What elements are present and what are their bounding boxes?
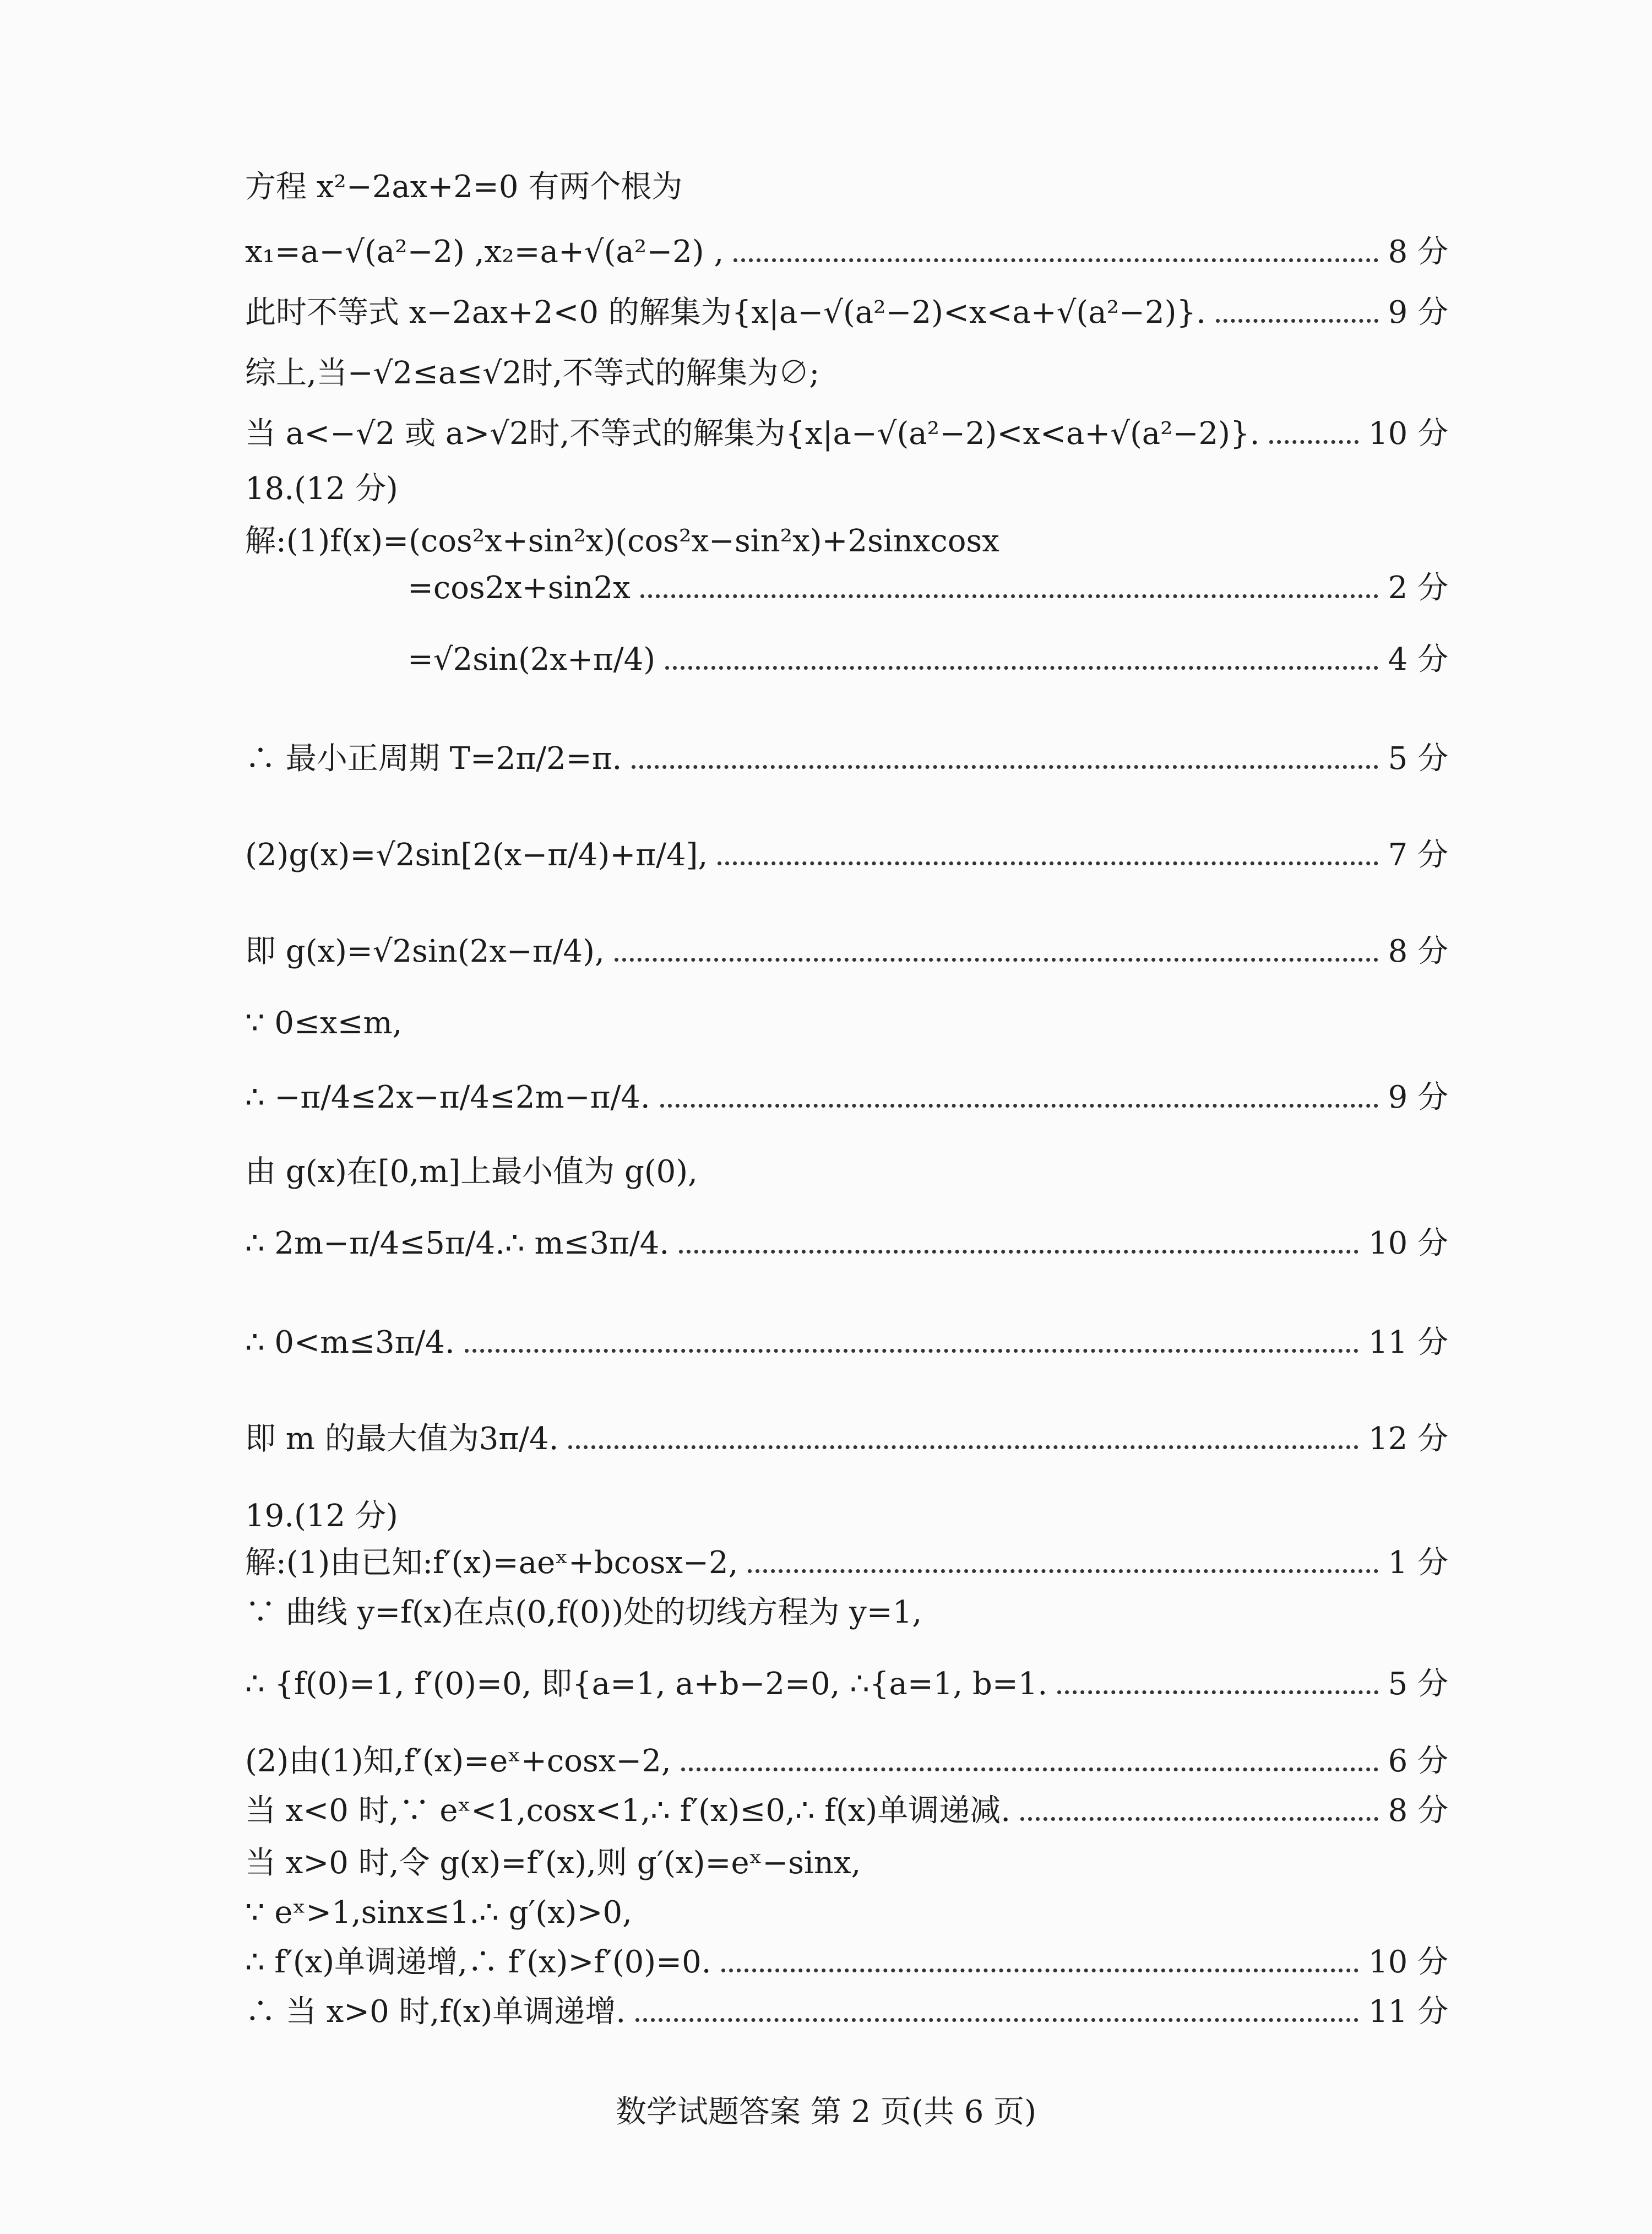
line-text: =√2sin(2x+π/4) <box>407 642 656 677</box>
leader-dots <box>681 1767 1378 1771</box>
score: 5 分 <box>1388 1666 1448 1702</box>
text-line <box>245 297 1448 328</box>
leader-dots <box>1216 319 1378 323</box>
leader-dots <box>748 1569 1378 1573</box>
line-text: 即 m 的最大值为3π/4. <box>245 1421 559 1457</box>
line-text: ∴ 0<m≤3π/4. <box>245 1325 455 1360</box>
text-line <box>245 169 1448 205</box>
leader-dots <box>679 1250 1358 1254</box>
line-text: 当 x>0 时,令 g(x)=f′(x),则 g′(x)=eˣ−sinx, <box>245 1845 861 1881</box>
line-text: ∵ eˣ>1,sinx≤1.∴ g′(x)>0, <box>245 1895 632 1931</box>
leader-dots <box>615 958 1378 962</box>
line-text: x₁=a−√(a²−2) ,x₂=a+√(a²−2) , <box>245 234 724 270</box>
text-line <box>245 1845 1448 1881</box>
line-text: ∴ {f(0)=1, f′(0)=0, 即{a=1, a+b−2=0, ∴{a=1, b=1. <box>245 1666 1048 1702</box>
leader-dots <box>665 666 1378 670</box>
leader-dots <box>465 1349 1358 1353</box>
score: 4 分 <box>1388 642 1448 677</box>
text-line <box>245 837 1448 873</box>
text-line <box>245 741 1448 777</box>
text-line <box>245 1895 1448 1931</box>
score: 12 分 <box>1368 1421 1448 1457</box>
leader-dots <box>632 765 1378 769</box>
score: 1 分 <box>1388 1545 1448 1581</box>
leader-dots <box>660 1104 1378 1108</box>
line-text: ∴ 2m−π/4≤5π/4.∴ m≤3π/4. <box>245 1226 670 1261</box>
line-text: ∴ −π/4≤2x−π/4≤2m−π/4. <box>245 1080 650 1115</box>
line-text: ∵ 曲线 y=f(x)在点(0,f(0))处的切线方程为 y=1, <box>245 1595 922 1630</box>
score: 6 分 <box>1388 1743 1448 1779</box>
text-line <box>245 523 1448 559</box>
score: 8 分 <box>1388 234 1448 270</box>
text-line <box>245 1944 1448 1980</box>
line-text: ∴ f′(x)单调递增,∴ f′(x)>f′(0)=0. <box>245 1944 711 1980</box>
text-line <box>245 1545 1448 1581</box>
score: 10 分 <box>1368 416 1448 452</box>
line-text: 即 g(x)=√2sin(2x−π/4), <box>245 934 605 969</box>
page-footer: 数学试题答案 第 2 页(共 6 页) <box>616 2094 1036 2130</box>
line-text: (2)由(1)知,f′(x)=eˣ+cosx−2, <box>245 1743 671 1779</box>
text-line <box>407 644 1448 675</box>
line-text: 此时不等式 x−2ax+2<0 的解集为{x|a−√(a²−2)<x<a+√(a²−2)}. <box>245 295 1206 330</box>
line-text: 由 g(x)在[0,m]上最小值为 g(0), <box>245 1154 698 1190</box>
text-line <box>245 1597 1448 1628</box>
score: 11 分 <box>1368 1994 1448 2030</box>
leader-dots <box>733 258 1378 262</box>
leader-dots <box>640 594 1378 598</box>
text-line <box>245 936 1448 967</box>
text-line <box>245 234 1448 270</box>
line-text: ∵ 0≤x≤m, <box>245 1005 403 1041</box>
text-line <box>245 1327 1448 1358</box>
text-line <box>245 1154 1448 1190</box>
score: 10 分 <box>1368 1226 1448 1261</box>
line-text: 19.(12 分) <box>245 1498 398 1534</box>
score: 7 分 <box>1388 837 1448 873</box>
leader-dots <box>1057 1690 1378 1694</box>
line-text: 综上,当−√2≤a≤√2时,不等式的解集为∅; <box>245 355 820 391</box>
text-line <box>245 1228 1448 1259</box>
text-line <box>245 1994 1448 2030</box>
score: 5 分 <box>1388 741 1448 777</box>
line-text: =cos2x+sin2x <box>407 570 631 606</box>
text-line <box>245 1666 1448 1702</box>
section-heading <box>245 1498 1448 1534</box>
score: 9 分 <box>1388 295 1448 330</box>
leader-dots <box>635 2018 1358 2022</box>
line-text: 解:(1)由已知:f′(x)=aeˣ+bcosx−2, <box>245 1545 738 1581</box>
score: 8 分 <box>1388 1793 1448 1829</box>
text-line <box>407 570 1448 606</box>
leader-dots <box>721 1969 1358 1972</box>
line-text: 当 x<0 时,∵ eˣ<1,cosx<1,∴ f′(x)≤0,∴ f(x)单调递减. <box>245 1793 1011 1829</box>
text-line <box>245 1421 1448 1457</box>
line-text: 当 a<−√2 或 a>√2时,不等式的解集为{x|a−√(a²−2)<x<a+√(a²−2)}. <box>245 416 1260 452</box>
line-text: (2)g(x)=√2sin[2(x−π/4)+π/4], <box>245 837 708 873</box>
leader-dots <box>568 1445 1358 1449</box>
text-line <box>245 1005 1448 1041</box>
text-line <box>245 1793 1448 1829</box>
score: 10 分 <box>1368 1944 1448 1980</box>
text-line <box>245 355 1448 391</box>
line-text: ∴ 当 x>0 时,f(x)单调递增. <box>245 1994 626 2030</box>
leader-dots <box>1269 440 1358 444</box>
score: 9 分 <box>1388 1080 1448 1115</box>
line-text: ∴ 最小正周期 T=2π/2=π. <box>245 741 622 777</box>
score: 11 分 <box>1368 1325 1448 1360</box>
text-line <box>245 1082 1448 1113</box>
leader-dots <box>718 861 1378 865</box>
leader-dots <box>1020 1817 1378 1821</box>
text-line <box>245 1743 1448 1779</box>
line-text: 18.(12 分) <box>245 471 398 507</box>
line-text: 方程 x²−2ax+2=0 有两个根为 <box>245 169 683 205</box>
section-heading <box>245 471 1448 507</box>
line-text: 解:(1)f(x)=(cos²x+sin²x)(cos²x−sin²x)+2sinxcosx <box>245 523 999 559</box>
score: 8 分 <box>1388 934 1448 969</box>
score: 2 分 <box>1388 570 1448 606</box>
text-line <box>245 416 1448 452</box>
